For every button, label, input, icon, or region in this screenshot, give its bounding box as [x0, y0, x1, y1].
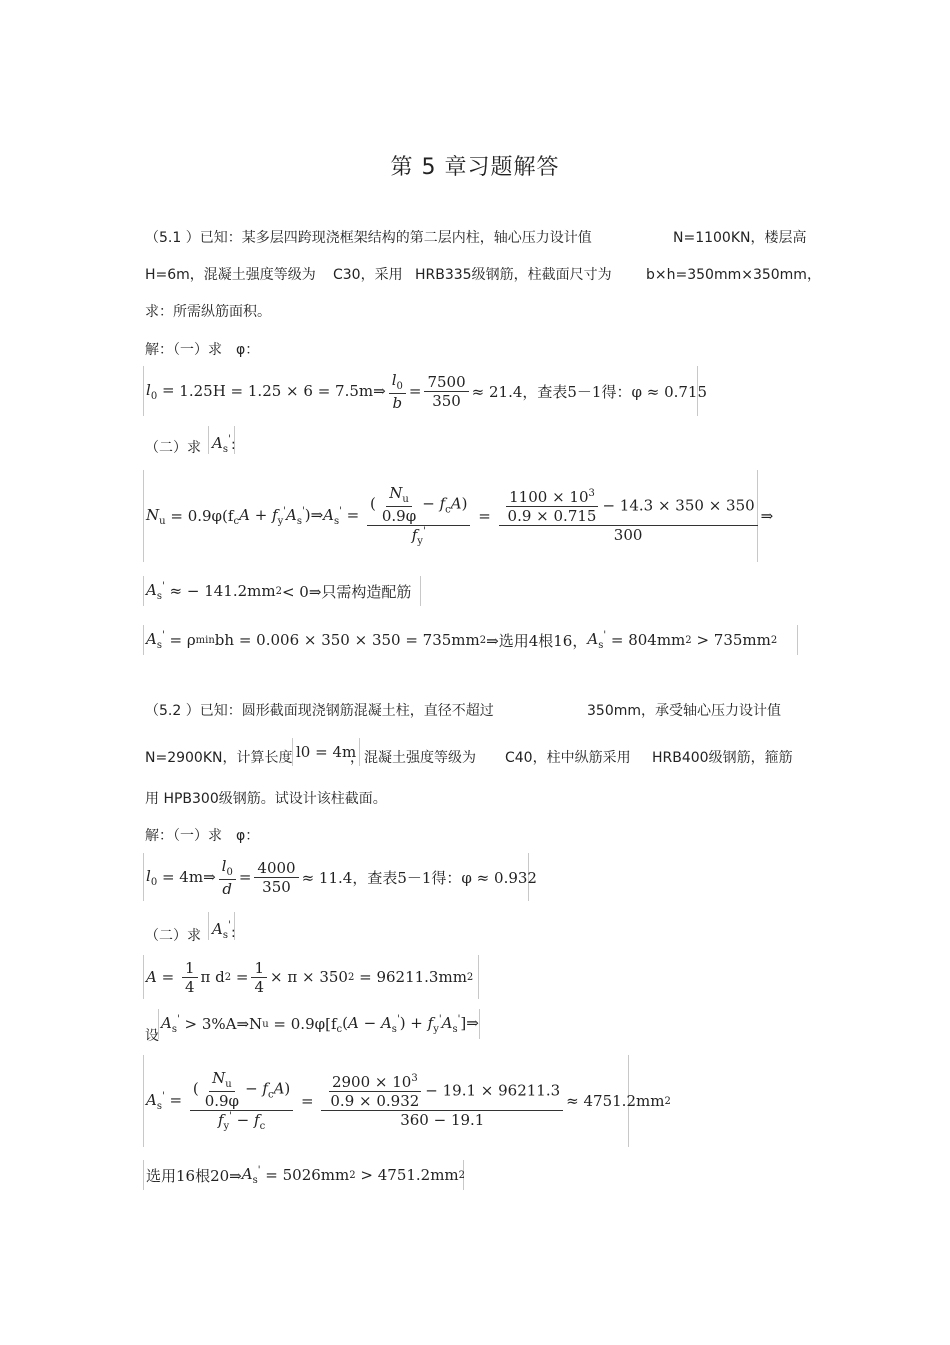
- p52-eq1-rhs: ≈ 11.4，查表5－1得：φ ≈ 0.932: [301, 868, 537, 887]
- p51-line2-a: H=6m，混凝土强度等级为: [145, 267, 316, 283]
- p52-eq4-frac-right: $\frac{2900 \times 10^3}{0.9 \times 0.932}$ − 19.1 × 96211.3 360 − 19.1: [321, 1073, 563, 1129]
- p52-eq5-c: > 4751.2mm: [360, 1166, 459, 1184]
- p52-eq3-b: = 0.9φ[f: [273, 1015, 337, 1033]
- p52-step2-as: $A_s'$: [208, 912, 235, 940]
- page-title: 第 5 章习题解答: [390, 155, 560, 180]
- p52-eq5-a: 选用16根20⇒: [146, 1166, 242, 1185]
- p51-line2-b: C30，采用: [333, 267, 403, 283]
- p51-eq1-ratio: $\frac{l_0}{b}$: [389, 371, 406, 412]
- p52-inline-l0: l0 = 4m: [292, 738, 360, 766]
- p51-line1-right: N=1100KN，楼层高: [673, 230, 807, 246]
- p51-step2-label: （二）求: [145, 440, 201, 456]
- p52-equation-3: $A_s'$ > 3%A⇒N u = 0.9φ[f $_c(A - A_s')$ + $f_y'A_s']\Rightarrow$: [158, 1009, 480, 1039]
- p51-eq4-a: = ρ: [169, 631, 196, 649]
- p52-step2-colon: :: [231, 925, 236, 941]
- p52-step2-label: （二）求: [145, 928, 201, 944]
- p51-eq2-frac-right: $\frac{1100 \times 10^3}{0.9 \times 0.715}$ − 14.3 × 350 × 350 300: [499, 488, 758, 544]
- p52-eq2-rhs: × π × 350: [270, 968, 348, 986]
- p52-eq4-res: ≈ 4751.2mm: [566, 1092, 665, 1110]
- p51-equation-1: $l_0$ = 1.25H = 1.25 × 6 = 7.5m⇒ $\frac{l_0}{b}$ = $\frac{7500}{350}$ ≈ 21.4，查表5－1得：φ ≈ 0.715: [143, 366, 698, 416]
- p52-eq2-eq: =: [235, 968, 249, 986]
- p52-line2-d: HRB400级钢筋，箍筋: [652, 750, 793, 766]
- p51-equation-4: $A_s'$ = ρ min bh = 0.006 × 350 × 350 = 735mm 2 ⇒选用4根16， $A_s'$ = 804mm 2 > 735mm 2: [143, 625, 798, 655]
- p52-line1-left: （5.2 ）已知：圆形截面现浇钢筋混凝土柱，直径不超过: [145, 703, 494, 719]
- p52-eq2-pi: π d: [200, 968, 225, 986]
- p51-eq4-c: ⇒选用4根16，: [486, 631, 588, 650]
- p51-eq4-d: = 804mm: [610, 631, 686, 649]
- p51-line3: 求：所需纵筋面积。: [145, 304, 271, 320]
- p52-eq4-frac-left: ( $\frac{N_u}{0.9\varphi}$ − $f_cA$) $f_y' - f_c$: [190, 1069, 293, 1133]
- p52-eq2-res: = 96211.3mm: [359, 968, 467, 986]
- p52-equation-1: $l_0$ = 4m⇒ $\frac{l_0}{d}$ = $\frac{4000}{350}$ ≈ 11.4，查表5－1得：φ ≈ 0.932: [143, 853, 529, 901]
- p52-equation-2: A = $\frac{1}{4}$ π d 2 = $\frac{1}{4}$ × π × 350 2 = 96211.3mm 2: [143, 955, 479, 999]
- p51-eq1-rhs: ≈ 21.4，查表5－1得：φ ≈ 0.715: [471, 382, 708, 401]
- p52-line3: 用 HPB300级钢筋。试设计该柱截面。: [145, 791, 387, 807]
- p51-solution-label: 解：（一）求 φ：: [145, 342, 260, 358]
- p51-eq3-tail: < 0⇒只需构造配筋: [281, 582, 412, 601]
- p51-line2-c: HRB335级钢筋，柱截面尺寸为: [415, 267, 612, 283]
- p51-line2-d: b×h=350mm×350mm，: [646, 267, 821, 283]
- p52-line1-right: 350mm，承受轴心压力设计值: [587, 703, 781, 719]
- p51-eq3-value: ≈ − 141.2mm: [169, 582, 276, 600]
- p52-equation-5: 选用16根20⇒ $A_s'$ = 5026mm 2 > 4751.2mm 2: [143, 1160, 464, 1190]
- p52-eq5-b: = 5026mm: [265, 1166, 350, 1184]
- p51-step2-colon: :: [231, 437, 236, 453]
- p51-eq1-fraction: $\frac{7500}{350}$: [424, 373, 468, 410]
- p51-line1-left: （5.1 ）已知：某多层四跨现浇框架结构的第二层内柱，轴心压力设计值: [145, 230, 592, 246]
- p52-line2-a: N=2900KN，计算长度: [145, 750, 293, 766]
- p52-eq1-ratio: $\frac{l_0}{d}$: [219, 857, 236, 898]
- p51-equation-3: $A_s'$ ≈ − 141.2mm 2 < 0⇒只需构造配筋: [143, 576, 421, 606]
- p51-eq2-frac-left: ( $\frac{N_u}{0.9\varphi}$ − $f_cA$) $f_y'$: [367, 484, 470, 548]
- p52-solution-label: 解：（一）求 φ：: [145, 828, 260, 844]
- p51-eq1-lhs: 1.25H = 1.25 × 6 = 7.5m⇒: [179, 382, 386, 400]
- p52-eq1-fraction: $\frac{4000}{350}$: [254, 859, 298, 896]
- p51-equation-2: $N_u$ = 0.9φ(f $_cA + f_y'A_s')\Rightarrow A_s'$ = ( $\frac{N_u}{0.9\varphi}$ − $f_cA$) $f_y'$ = $\frac{1100 \times 10^3}{0.9 \times 0.715}$ − 14.3 × 350 × 350 300 ⇒: [143, 470, 758, 562]
- p52-line2-b: ，混凝土强度等级为: [350, 750, 476, 766]
- p51-eq4-e: > 735mm: [696, 631, 771, 649]
- p51-eq1-l0: $l_0$ =: [146, 380, 180, 402]
- p51-step2-as: $A_s'$: [208, 426, 235, 454]
- p52-line2-c: C40，柱中纵筋采用: [505, 750, 631, 766]
- p52-she: 设: [145, 1028, 159, 1044]
- p52-eq1-lhs: = 4m⇒: [161, 868, 216, 886]
- p51-eq2-a: = 0.9φ(f: [170, 507, 234, 525]
- p52-eq3-a: > 3%A⇒N: [184, 1015, 263, 1033]
- p52-equation-4: $A_s'$ = ( $\frac{N_u}{0.9\varphi}$ − $f_cA$) $f_y' - f_c$ = $\frac{2900 \times 10^3}{0.9 \times 0.932}$ − 19.1 × 96211.3 360 − 19.1 ≈ 4751.2mm 2: [143, 1055, 629, 1147]
- p51-eq4-b: bh = 0.006 × 350 × 350 = 735mm: [214, 631, 480, 649]
